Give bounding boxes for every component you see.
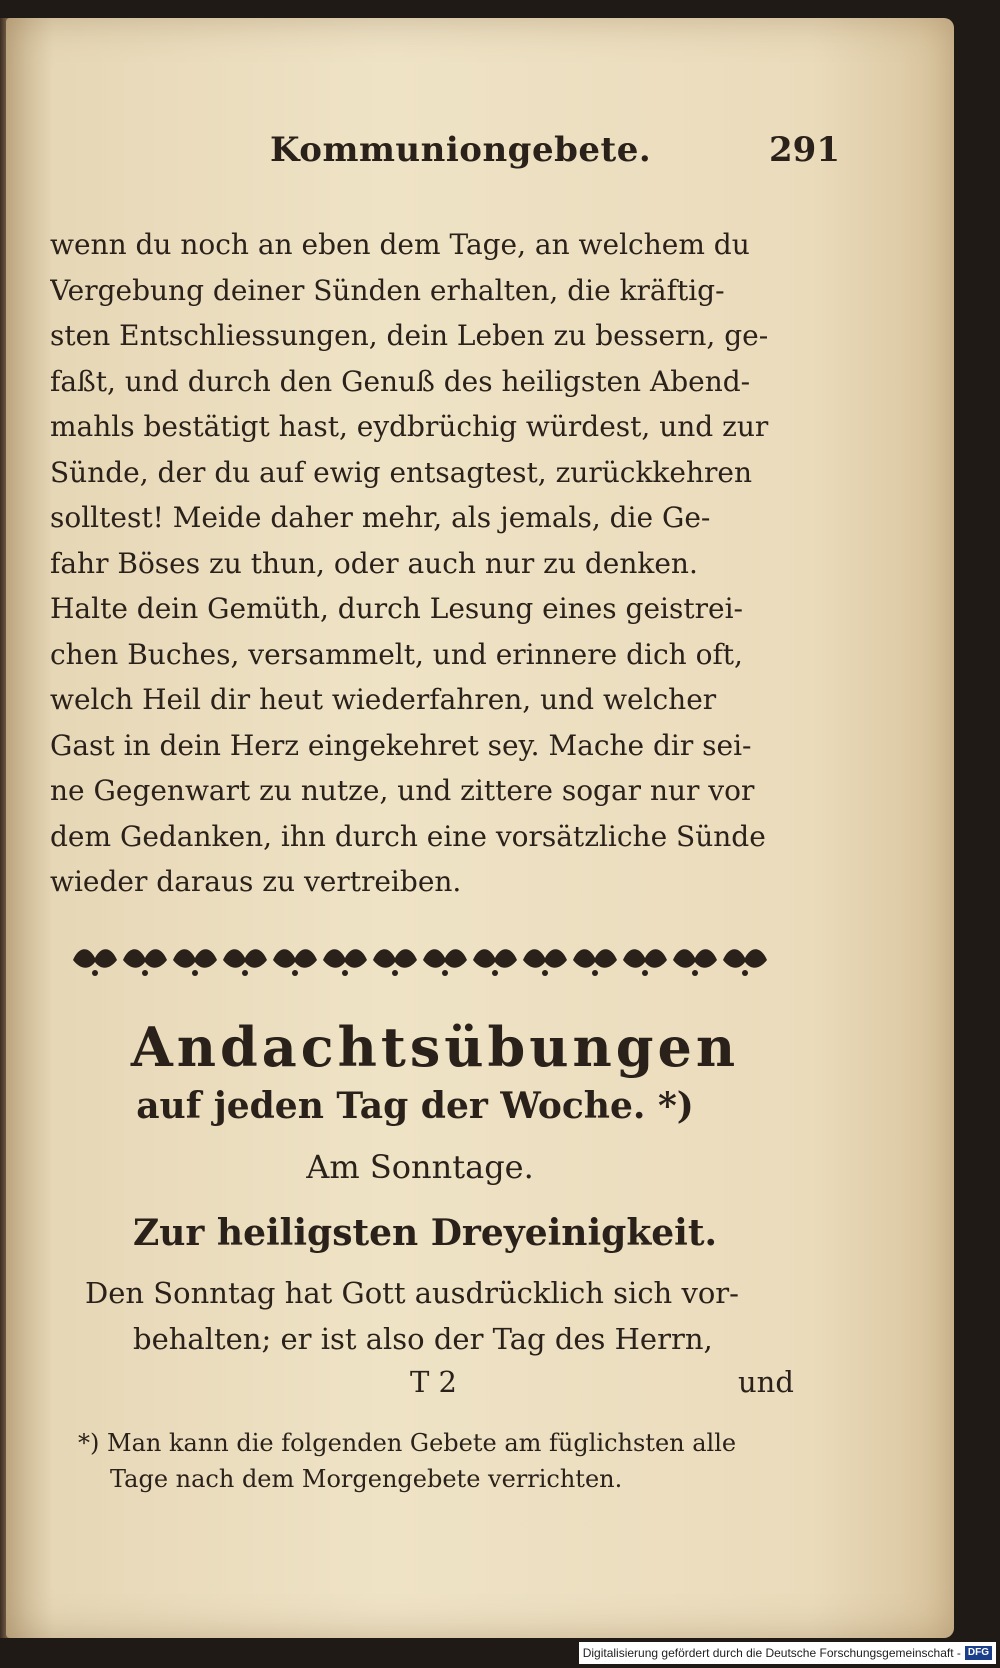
- fleuron-icon: [673, 949, 717, 968]
- footnote-line: *) Man kann die folgenden Gebete am füglichsten alle: [78, 1429, 737, 1457]
- section-subtitle: auf jeden Tag der Woche. *): [136, 1085, 694, 1127]
- fleuron-icon: [623, 949, 667, 968]
- credit-text: Digitalisierung gefördert durch die Deutsche Forschungsgemeinschaft -: [582, 1646, 961, 1660]
- text-line: faßt, und durch den Genuß des heiligsten Abend-: [50, 364, 751, 398]
- text-line: sten Entschliessungen, dein Leben zu bessern, ge-: [50, 319, 769, 352]
- fleuron-dot-icon: [242, 970, 248, 976]
- text-line: fahr Böses zu thun, oder auch nur zu denken.: [50, 546, 698, 580]
- text-line: Sünde, der du auf ewig entsagtest, zurückkehren: [50, 455, 752, 489]
- fleuron-icon: [123, 949, 167, 968]
- fleuron-dot-icon: [492, 970, 498, 976]
- day-heading: Am Sonntage.: [306, 1148, 534, 1186]
- fleuron-dot-icon: [642, 970, 648, 976]
- fleuron-dot-icon: [392, 970, 398, 976]
- text-line: Halte dein Gemüth, durch Lesung eines geistrei-: [50, 592, 743, 625]
- text-line: wenn du noch an eben dem Tage, an welchem du: [50, 228, 750, 261]
- fleuron-dot-icon: [742, 970, 748, 976]
- dfg-logo: DFG: [965, 1646, 992, 1660]
- text-line: ne Gegenwart zu nutze, und zittere sogar nur vor: [50, 774, 755, 807]
- fleuron-icon: [723, 949, 767, 968]
- prayer-heading: Zur heiligsten Dreyeinigkeit.: [132, 1212, 718, 1254]
- fleuron-icon: [523, 949, 567, 968]
- footnote: [78, 1425, 818, 1497]
- text-line: welch Heil dir heut wiederfahren, und welcher: [50, 683, 717, 716]
- text-line: dem Gedanken, ihn durch eine vorsätzliche Sünde: [50, 819, 766, 853]
- text-line: solltest! Meide daher mehr, als jemals, die Ge-: [50, 501, 711, 534]
- fleuron-ornament-band: [70, 940, 770, 980]
- fleuron-dot-icon: [342, 970, 348, 976]
- fleuron-icon: [73, 949, 117, 968]
- body-paragraph: [50, 222, 800, 905]
- fleuron-icon: [373, 949, 417, 968]
- text-line: Gast in dein Herz eingekehret sey. Mache dir sei-: [50, 728, 752, 762]
- fleuron-dot-icon: [442, 970, 448, 976]
- page-number: 291: [769, 130, 840, 170]
- section-title: Andachtsübungen: [130, 1015, 740, 1079]
- prayer-paragraph: [85, 1270, 805, 1362]
- footnote-line: Tage nach dem Morgengebete verrichten.: [110, 1465, 623, 1493]
- fleuron-icon: [173, 949, 217, 968]
- fleuron-dot-icon: [292, 970, 298, 976]
- fleuron-dot-icon: [692, 970, 698, 976]
- text-line: mahls bestätigt hast, eydbrüchig würdest, und zur: [50, 410, 769, 443]
- text-line: behalten; er ist also der Tag des Herrn,: [133, 1322, 713, 1356]
- fleuron-icon: [223, 949, 267, 968]
- fleuron-icon: [323, 949, 367, 968]
- fleuron-icon: [423, 949, 467, 968]
- fleuron-icon: [573, 949, 617, 968]
- fleuron-dot-icon: [142, 970, 148, 976]
- fleuron-dot-icon: [92, 970, 98, 976]
- signature-line: [0, 1365, 1000, 1405]
- fleuron-dot-icon: [542, 970, 548, 976]
- fleuron-icon: [473, 949, 517, 968]
- fleuron-icon: [273, 949, 317, 968]
- text-line: chen Buches, versammelt, und erinnere dich oft,: [50, 637, 743, 671]
- fleuron-dot-icon: [192, 970, 198, 976]
- fleuron-dot-icon: [592, 970, 598, 976]
- signature-mark: T 2: [410, 1365, 458, 1399]
- running-head: Kommuniongebete.: [270, 130, 652, 170]
- text-line: Vergebung deiner Sünden erhalten, die kräftig-: [50, 273, 725, 307]
- digitization-credit: [579, 1642, 996, 1664]
- text-line: Den Sonntag hat Gott ausdrücklich sich vor-: [85, 1276, 739, 1310]
- text-line: wieder daraus zu vertreiben.: [50, 865, 462, 898]
- catchword: und: [738, 1365, 794, 1399]
- page-header: [0, 130, 1000, 190]
